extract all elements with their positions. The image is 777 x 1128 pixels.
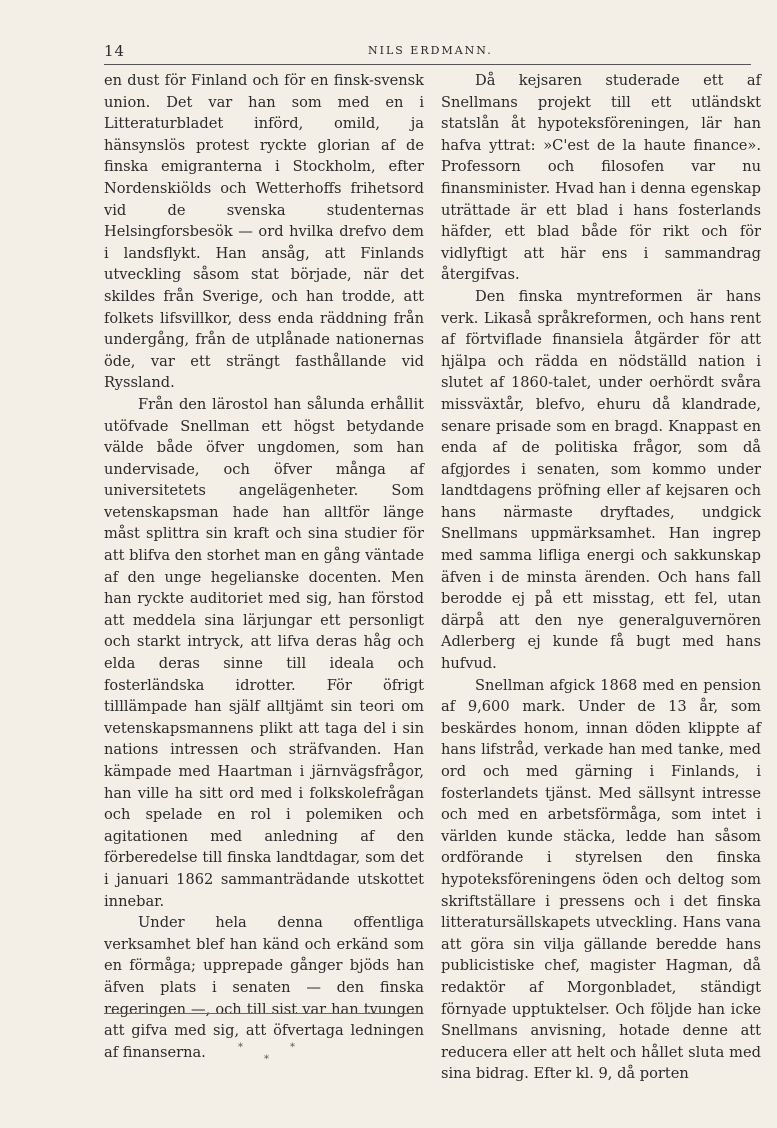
left-column (104, 70, 424, 1063)
page-number: 14 (104, 42, 126, 60)
asterisk-ornament: * (264, 1054, 269, 1065)
asterisk-ornament: * (238, 1042, 243, 1053)
paragraph: Från den lärostol han sålunda erhållit utöfvade Snellman ett högst betydande välde både öfver ungdomen, som han undervisade, och öfver många af universitetets angelägenheter. Som vetenskapsman hade han alltför länge måst splittra sin kraft och sina studier för att blifva den storhet man en gång väntade af den unge hegelianske docenten. Men han ryckte auditoriet med sig, han förstod att meddela sina lärjungar ett personligt och starkt intryck, att lifva deras håg och elda deras sinne till ideala och fosterländska idrotter. För öfrigt tilllämpade han själf alltjämt sin teori om vetenskapsmannens plikt att taga del i sin nations intressen och sträfvanden. Han kämpade med Haartman i järnvägsfrågor, han ville ha sitt ord med i folkskolefrågan och spelade en rol i polemiken och agitationen med anledning af den förberedelse till finska landtdagar, som det i januari 1862 sammanträdande utskottet innebar. (104, 395, 424, 910)
running-head: NILS ERDMANN. (368, 44, 493, 57)
right-column (441, 70, 761, 1085)
paragraph: en dust för Finland och för en finsk-svensk union. Det var han som med en i Litteraturbladet införd, omild, ja hänsynslös protest ryckte glorian af de finska emigranterna i Stockholm, efter Nordenskiölds och Wetterhoffs frihetsord vid de svenska studenternas Helsingforsbesök — ord hvilka drefvo dem i landsflykt. Han ansåg, att Finlands utveckling såsom stat började, när det skildes från Sverige, och han trodde, att folkets lifsvillkor, dess enda räddning från undergång, från de utplånade nationernas öde, var ett strängt fasthållande vid Ryssland. (104, 72, 424, 392)
asterisk-ornament: * (290, 1042, 295, 1053)
paragraph: Då kejsaren studerade ett af Snellmans projekt till ett utländskt statslån åt hypoteksföreningen, lär han hafva yttrat: »C'est de la haute finance». Professorn och filosofen var nu finansminister. Hvad han i denna egenskap uträttade är ett blad i hans fosterlands häfder, ett blad både för rikt och för vidlyftigt att här ens i sammandrag återgifvas. (441, 72, 761, 284)
paragraph: Snellman afgick 1868 med en pension af 9,600 mark. Under de 13 år, som beskärdes honom, innan döden klippte af hans lifstråd, verkade han med tanke, med ord och med gärning i Finlands, i fosterlandets tjänst. Med sällsynt intresse och med en arbetsförmåga, som intet i världen kunde stäcka, ledde han såsom ordförande i styrelsen den finska hypoteksföreningens öden och deltog som skriftställare i pressens och i det finska litteratursällskapets utveckling. Hans vana att göra sin vilja gällande beredde hans publicistiske chef, magister Hagman, då redaktör af Morgonbladet, ständigt förnyade upptuktelser. Och följde han icke Snellmans anvisning, hotade denne att reducera eller att helt och hållet sluta med sina bidrag. Efter kl. 9, då porten (441, 676, 761, 1083)
section-divider (104, 1013, 420, 1014)
header-rule (104, 64, 751, 65)
asterism (230, 1042, 310, 1072)
paragraph: Den finska myntreformen är hans verk. Likaså språkreformen, och hans rent af förtviflade finansiela åtgärder för att hjälpa och rädda en nödställd nation i slutet af 1860-talet, under oerhördt svåra missväxtår, blefvo, ehuru då klandrade, senare prisade som en bragd. Knappast en enda af de politiska frågor, som då afgjordes i senaten, som kommo under landtdagens pröfning eller af kejsaren och hans närmaste dryftades, undgick Snellmans uppmärksamhet. Han ingrep med samma lifliga energi och sakkunskap äfven i de minsta ärenden. Och hans fall berodde ej på ett misstag, ett fel, utan därpå att den nye generalguvernören Adlerberg ej kunde få bugt med hans hufvud. (441, 287, 761, 673)
paragraph: Under hela denna offentliga verksamhet blef han känd och erkänd som en förmåga; upprepade gånger bjöds han äfven plats i senaten — den finska regeringen —, och till sist var han tvungen att gifva med sig, att öfvertaga ledningen af finanserna. (104, 914, 424, 1061)
